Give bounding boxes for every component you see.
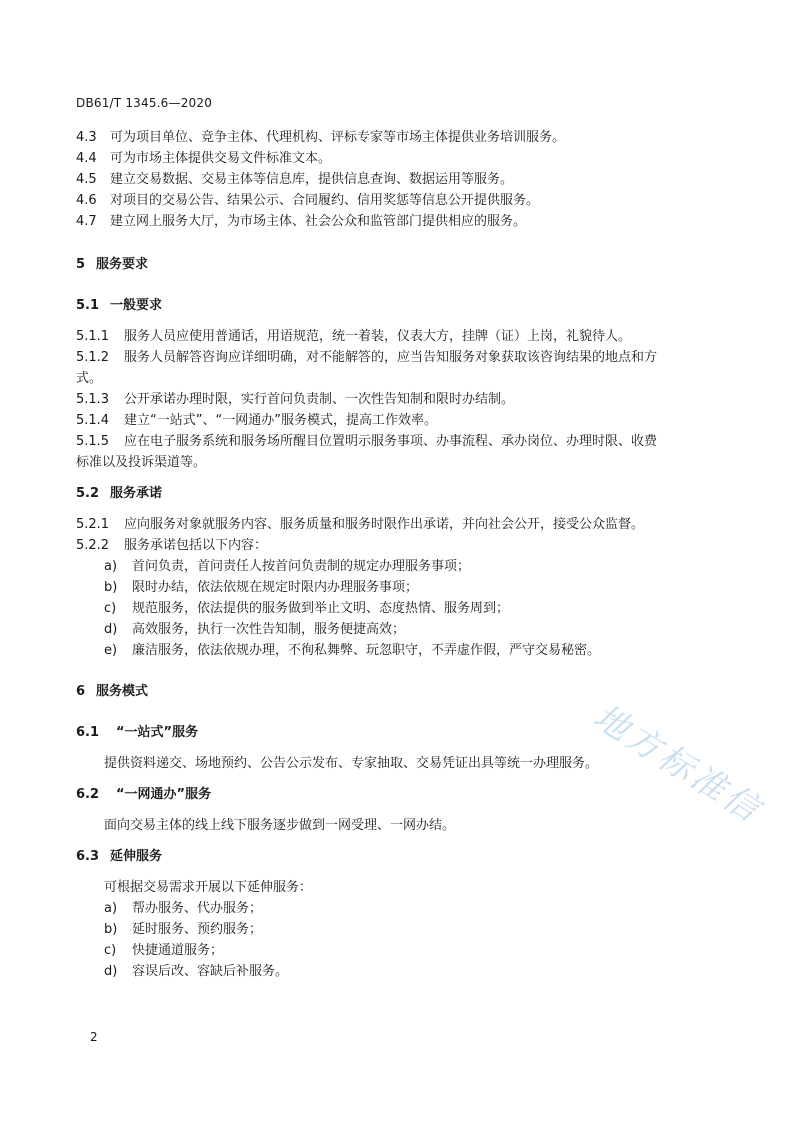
section-title: “一站式”服务 — [116, 725, 199, 740]
clause-5-1-2-continuation: 式。 — [76, 371, 103, 386]
clause-text: 建立网上服务大厅，为市场主体、社会公众和监管部门提供相应的服务。 — [110, 214, 527, 229]
section-number: 6.1 — [76, 725, 100, 740]
section-5-1-heading — [76, 298, 162, 314]
list-marker: a) — [104, 559, 118, 574]
clause-4-7 — [76, 214, 526, 230]
list-marker: b) — [104, 580, 118, 595]
list-item-text: 首问负责，首问责任人按首问负责制的规定办理服务事项； — [132, 559, 471, 574]
list-item — [104, 964, 288, 980]
list-marker: b) — [104, 922, 118, 937]
list-item — [104, 922, 262, 938]
list-item-text: 规范服务，依法提供的服务做到举止文明、态度热情、服务周到； — [132, 601, 510, 616]
list-item — [104, 943, 223, 959]
document-code: DB61/T 1345.6—2020 — [76, 96, 213, 110]
section-number: 6.2 — [76, 787, 100, 802]
list-marker: a) — [104, 901, 118, 916]
list-item — [104, 559, 470, 575]
clause-text: 可为市场主体提供交易文件标准文本。 — [110, 151, 332, 166]
list-item — [104, 643, 600, 659]
clause-text: 建立交易数据、交易主体等信息库，提供信息查询、数据运用等服务。 — [110, 172, 514, 187]
clause-4-6 — [76, 193, 539, 209]
section-number: 5 — [76, 257, 86, 272]
clause-text: 服务承诺包括以下内容： — [124, 538, 268, 553]
list-item-text: 限时办结，依法依规在规定时限内办理服务事项； — [132, 580, 419, 595]
clause-5-1-2 — [76, 350, 657, 366]
section-number: 5.1 — [76, 298, 100, 313]
clause-5-1-5-continuation: 标准以及投诉渠道等。 — [76, 455, 207, 470]
section-title: 一般要求 — [110, 298, 163, 313]
section-6-2-text: 面向交易主体的线上线下服务逐步做到一网受理、一网办结。 — [104, 818, 456, 833]
section-number: 5.2 — [76, 486, 100, 501]
clause-text: 应在电子服务系统和服务场所醒目位置明示服务事项、办事流程、承办岗位、办理时限、收费 — [124, 434, 658, 449]
clause-5-1-3 — [76, 392, 514, 408]
clause-5-1-1 — [76, 329, 631, 345]
section-6-1-heading — [76, 725, 198, 741]
section-title: “一网通办”服务 — [116, 787, 212, 802]
clause-number: 5.1.1 — [76, 329, 110, 344]
clause-number: 5.1.4 — [76, 413, 110, 428]
section-title: 延伸服务 — [110, 849, 163, 864]
list-item-text: 延时服务、预约服务； — [132, 922, 263, 937]
list-marker: d) — [104, 964, 118, 979]
section-6-2-heading — [76, 787, 211, 803]
section-number: 6 — [76, 684, 86, 699]
clause-number: 5.1.3 — [76, 392, 110, 407]
clause-text: 公开承诺办理时限，实行首问负责制、一次性告知制和限时办结制。 — [124, 392, 515, 407]
clause-text: 服务人员解答咨询应详细明确，对不能解答的，应当告知服务对象获取该咨询结果的地点和方 — [124, 350, 658, 365]
clause-number: 4.3 — [76, 130, 97, 145]
clause-number: 4.5 — [76, 172, 97, 187]
list-item-text: 廉洁服务，依法依规办理，不徇私舞弊、玩忽职守，不弄虚作假，严守交易秘密。 — [132, 643, 601, 658]
list-marker: c) — [104, 943, 117, 958]
clause-number: 5.2.2 — [76, 538, 110, 553]
page-number: 2 — [90, 1030, 98, 1044]
list-item — [104, 901, 262, 917]
section-6-3-text: 可根据交易需求开展以下延伸服务： — [104, 880, 313, 895]
section-title: 服务要求 — [96, 257, 149, 272]
clause-number: 4.4 — [76, 151, 97, 166]
section-6-heading — [76, 684, 148, 700]
section-5-heading — [76, 257, 148, 273]
clause-4-5 — [76, 172, 513, 188]
section-number: 6.3 — [76, 849, 100, 864]
list-item-text: 高效服务，执行一次性告知制，服务便捷高效； — [132, 622, 406, 637]
list-marker: e) — [104, 643, 118, 658]
section-title: 服务承诺 — [110, 486, 163, 501]
clause-text: 应向服务对象就服务内容、服务质量和服务时限作出承诺，并向社会公开，接受公众监督。 — [124, 517, 645, 532]
clause-number: 4.7 — [76, 214, 97, 229]
list-marker: d) — [104, 622, 118, 637]
section-6-1-text: 提供资料递交、场地预约、公告公示发布、专家抽取、交易凭证出具等统一办理服务。 — [104, 756, 599, 771]
clause-4-4 — [76, 151, 331, 167]
section-6-3-heading — [76, 849, 162, 865]
clause-number: 4.6 — [76, 193, 97, 208]
clause-text: 服务人员应使用普通话，用语规范，统一着装，仪表大方，挂牌（证）上岗，礼貌待人。 — [124, 329, 632, 344]
clause-5-1-5 — [76, 434, 657, 450]
clause-text: 建立“一站式”、“一网通办”服务模式，提高工作效率。 — [124, 413, 437, 428]
clause-text: 可为项目单位、竞争主体、代理机构、评标专家等市场主体提供业务培训服务。 — [110, 130, 566, 145]
section-5-2-heading — [76, 486, 162, 502]
clause-5-2-2 — [76, 538, 267, 554]
list-item-text: 帮办服务、代办服务； — [132, 901, 263, 916]
list-item-text: 容误后改、容缺后补服务。 — [132, 964, 289, 979]
list-item — [104, 601, 509, 617]
clause-5-1-4 — [76, 413, 437, 429]
clause-number: 5.1.5 — [76, 434, 110, 449]
clause-4-3 — [76, 130, 565, 146]
list-item — [104, 580, 418, 596]
section-title: 服务模式 — [96, 684, 149, 699]
clause-number: 5.1.2 — [76, 350, 110, 365]
clause-number: 5.2.1 — [76, 517, 110, 532]
list-marker: c) — [104, 601, 117, 616]
list-item-text: 快捷通道服务； — [132, 943, 224, 958]
clause-text: 对项目的交易公告、结果公示、合同履约、信用奖惩等信息公开提供服务。 — [110, 193, 540, 208]
list-item — [104, 622, 405, 638]
watermark: 地方标准信 — [586, 696, 769, 832]
clause-5-2-1 — [76, 517, 644, 533]
